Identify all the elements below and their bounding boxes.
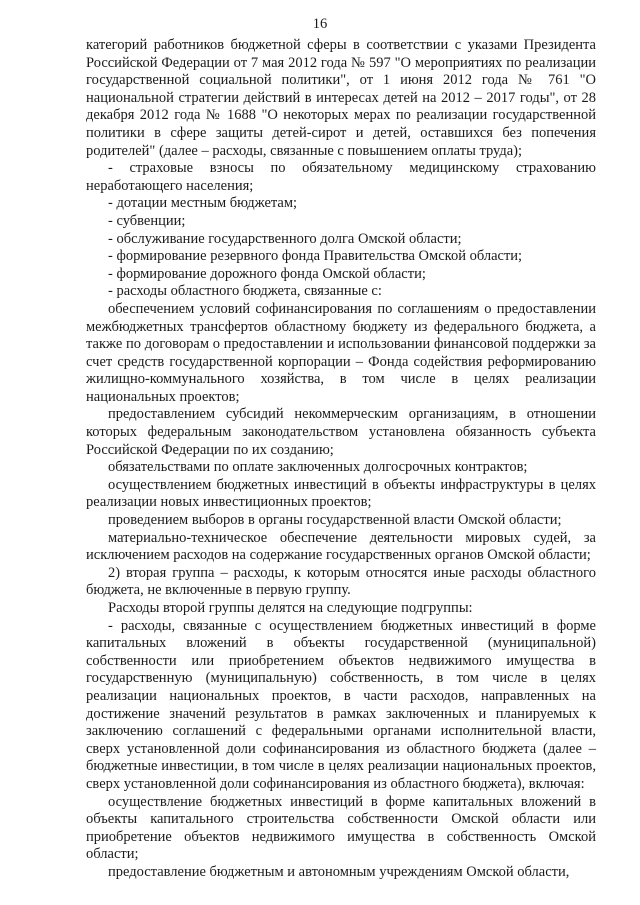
paragraph-capital-construction: осуществление бюджетных инвестиций в форме капитальных вложений в объекты капитального строительства собственности Омской области или приобретение объектов недвижимого имущества в собственность Омской области; xyxy=(86,793,596,863)
paragraph-infrastructure-investments: осуществлением бюджетных инвестиций в объекты инфраструктуры в целях реализации новых инвестиционных проектов; xyxy=(86,476,596,511)
list-item-subventions: - субвенции; xyxy=(108,212,186,229)
paragraph-cofinancing: обеспечением условий софинансирования по соглашениям о предоставлении межбюджетных трансфертов областному бюджету из федерального бюджета, а также по договорам о предоставлении и использовании финансовой поддержки за счет средств государственной корпорации – Фонда содействия реформированию жилищно-коммунального хозяйства, в том числе в целях реализации национальных проектов; xyxy=(86,300,596,405)
list-item-road-fund: - формирование дорожного фонда Омской области; xyxy=(108,265,426,282)
list-item-subsidies-local-budgets: - дотации местным бюджетам; xyxy=(108,195,298,212)
document-body xyxy=(86,37,596,882)
paragraph-subgroups-intro: Расходы второй группы делятся на следующие подгруппы: xyxy=(108,600,473,616)
paragraph-elections: проведением выборов в органы государственной власти Омской области; xyxy=(108,512,562,529)
paragraph-long-term-contracts: обязательствами по оплате заключенных долгосрочных контрактов; xyxy=(108,459,528,476)
paragraph-magistrates-support: материально-техническое обеспечение деятельности мировых судей, за исключением расходов на содержание государственных органов Омской области; xyxy=(86,529,596,564)
list-item-public-debt-service: - обслуживание государственного долга Омской области; xyxy=(108,230,462,247)
list-item-reserve-fund: - формирование резервного фонда Правительства Омской области; xyxy=(108,248,523,265)
paragraph-nonprofit-subsidies: предоставлением субсидий некоммерческим организациям, в отношении которых федеральным законодательством установлена обязанность субъекта Российской Федерации по их созданию; xyxy=(86,406,596,458)
page-number: 16 xyxy=(312,16,328,32)
paragraph-second-group: 2) вторая группа – расходы, к которым относятся иные расходы областного бюджета, не включенные в первую группу. xyxy=(86,564,596,599)
list-item-regional-expenses: - расходы областного бюджета, связанные с: xyxy=(108,283,382,300)
paragraph-salary-categories: категорий работников бюджетной сферы в соответствии с указами Президента Российской Федерации от 7 мая 2012 года № 597 "О мероприятиях по реализации государственной социальной политики", от 1 июня 2012 года № 761 "О национальной стратегии действий в интересах детей на 2012 – 2017 годы", от 28 декабря 2012 года № 1688 "О некоторых мерах по реализации государственной политики в сфере защиты детей-сирот и детей, оставшихся без попечения родителей" (далее – расходы, связанные с повышением оплаты труда); xyxy=(86,37,596,159)
paragraph-budget-institutions: предоставление бюджетным и автономным учреждениям Омской области, xyxy=(108,863,570,880)
list-item-capital-investments: - расходы, связанные с осуществлением бюджетных инвестиций в форме капитальных вложений в объекты государственной (муниципальной) собственности или приобретением объектов недвижимого имущества в государственную (муниципальную) собственность, в том числе в целях реализации национальных проектов, в части расходов, направленных на достижение значений результатов в рамках заключенных и планируемых к заключению соглашений с федеральными органами исполнительной власти, сверх установленной доли софинансирования из областного бюджета (далее – бюджетные инвестиции, в том числе в целях реализации национальных проектов, сверх установленной доли софинансирования из областного бюджета), включая: xyxy=(86,617,596,792)
list-item-insurance-contributions: - страховые взносы по обязательному медицинскому страхованию неработающего населения; xyxy=(86,160,596,194)
